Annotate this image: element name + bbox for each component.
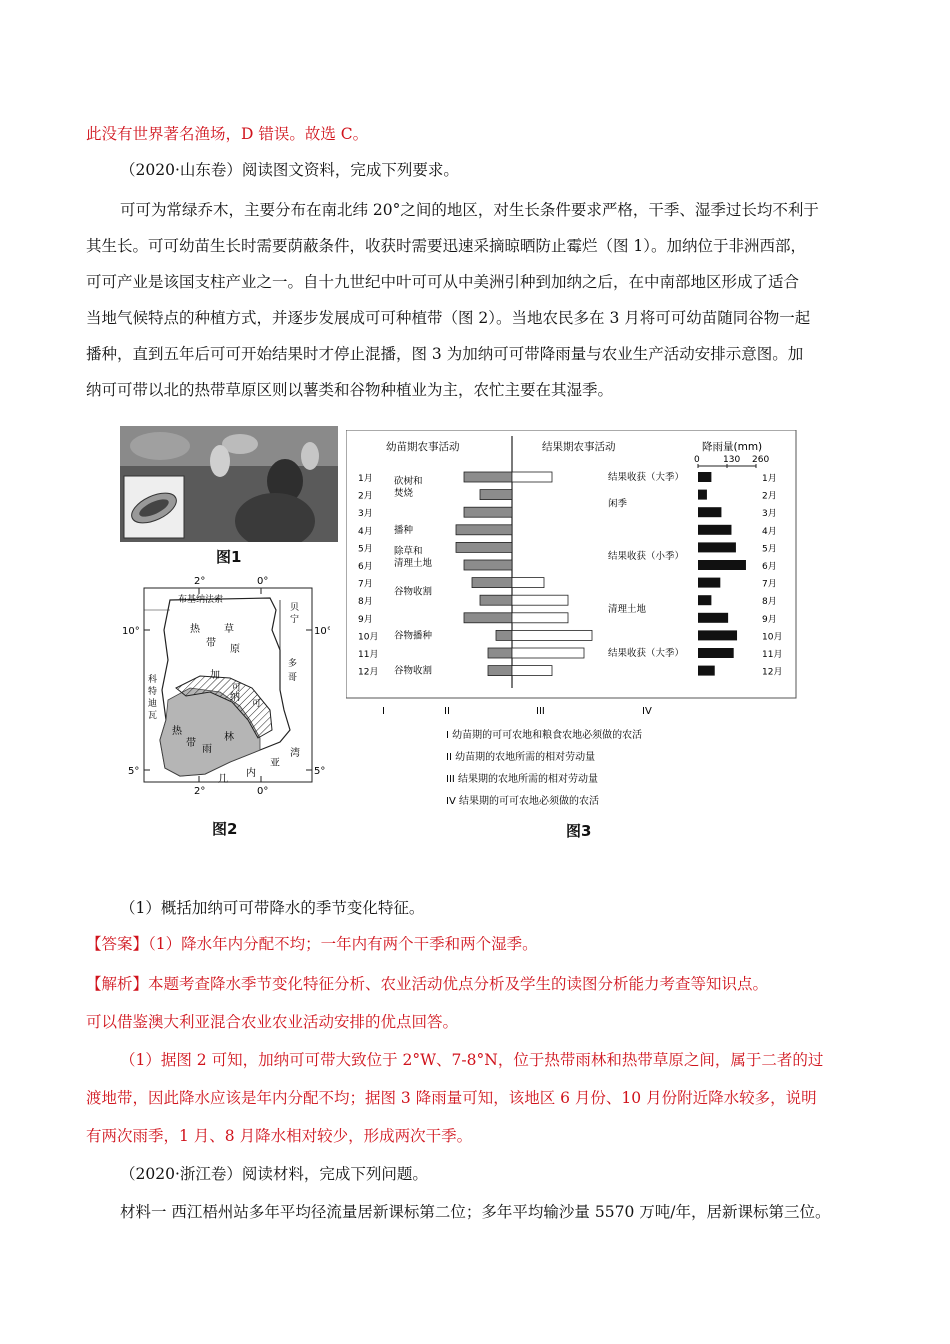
analysis-line: 可以借鉴澳大利亚混合农业农业活动安排的优点回答。 (86, 1013, 459, 1031)
seedling-labor-bar (472, 578, 512, 588)
rainfall-bar (698, 578, 720, 588)
map-label-togo: 多 (288, 659, 298, 669)
seedling-activity-label: 播种 (394, 524, 414, 536)
map-lat-label: 5° (128, 766, 140, 777)
figure-1-photo (120, 426, 338, 542)
fruit-activity-label: 结果收获（大季） (608, 472, 685, 483)
section-roman-label: I (382, 706, 385, 717)
month-label-right: 8月 (762, 597, 777, 608)
map-label-cocoa: 可 (252, 699, 262, 709)
rain-tick-label: 260 (752, 455, 770, 465)
map-lon-label: 0° (257, 576, 269, 587)
seedling-labor-bar (464, 613, 512, 623)
map-label-rainforest: 林 (224, 732, 234, 743)
fruit-labor-bar (512, 630, 592, 640)
question-1: （1）概括加纳可可带降水的季节变化特征。 (120, 899, 425, 917)
month-label-left: 12月 (358, 667, 379, 678)
month-label-left: 11月 (358, 650, 379, 660)
month-label-right: 10月 (762, 632, 783, 643)
rainfall-bar (698, 613, 728, 623)
month-label-right: 12月 (762, 667, 783, 678)
month-label-right: 1月 (762, 474, 777, 484)
map-label-ivory: 瓦 (148, 711, 158, 721)
month-label-left: 10月 (358, 632, 379, 643)
map-label-rainforest: 带 (186, 738, 196, 749)
map-label-ghana: 加 (210, 670, 220, 681)
map-label-savanna: 带 (206, 638, 216, 649)
seedling-activity-label: 谷物收割 (394, 665, 433, 677)
month-label-left: 9月 (358, 614, 373, 625)
section-roman-label: IV (642, 706, 652, 717)
month-label-right: 7月 (762, 579, 777, 590)
cocoa-photo-illustration (120, 426, 338, 542)
analysis-line: 有两次雨季，1 月、8 月降水相对较少，形成两次干季。 (86, 1127, 473, 1145)
map-lat-label: 5° (314, 766, 326, 777)
map-label-savanna: 草 (224, 624, 234, 635)
month-label-left: 4月 (358, 526, 373, 537)
figure-3-chart (346, 430, 802, 820)
seedling-activity-label: 焚烧 (394, 487, 414, 499)
month-label-left: 6月 (358, 562, 373, 572)
fruit-labor-bar (512, 595, 568, 605)
month-label-right: 2月 (762, 491, 777, 502)
seedling-labor-bar (480, 490, 512, 500)
chart-header-rain: 降雨量(mm) (702, 441, 763, 453)
month-label-right: 4月 (762, 526, 777, 537)
seedling-labor-bar (496, 630, 512, 640)
map-label-cocoa: 可 (232, 683, 242, 693)
question-header: （2020·山东卷）阅读图文资料，完成下列要求。 (120, 161, 459, 179)
fruit-labor-bar (512, 472, 552, 482)
text-line: 纳可可带以北的热带草原区则以薯类和谷物种植业为主，农忙主要在其湿季。 (86, 381, 614, 399)
chart-header-right: 结果期农事活动 (542, 441, 616, 453)
seedling-activity-label: 砍树和 (394, 475, 423, 487)
month-label-left: 5月 (358, 544, 373, 555)
map-label-burkina: 布基纳法索 (178, 595, 224, 605)
map-lat-label: 10° (122, 626, 140, 637)
rainfall-bar (698, 507, 721, 517)
map-label-gulf: 湾 (290, 748, 300, 759)
rain-tick-label: 130 (723, 455, 741, 465)
analysis-line: （1）据图 2 可知，加纳可可带大致位于 2°W、7-8°N，位于热带雨林和热带草原之间，属于二者的过 (120, 1051, 824, 1069)
map-label-benin: 贝 (290, 603, 300, 613)
map-label-ivory: 科 (148, 675, 158, 685)
month-label-right: 3月 (762, 509, 777, 520)
map-label-rainforest: 热 (172, 726, 182, 737)
figure-1-caption: 图1 (216, 548, 242, 566)
map-label-ivory: 迪 (148, 699, 158, 709)
seedling-labor-bar (456, 525, 512, 535)
fruit-labor-bar (512, 666, 552, 676)
section-roman-label: II (444, 706, 450, 717)
text-line: 其生长。可可幼苗生长时需要荫蔽条件，收获时需要迅速采摘晾晒防止霉烂（图 1）。加纳位于非洲西部， (86, 237, 807, 255)
seedling-activity-label: 谷物播种 (394, 630, 433, 642)
rainfall-bar (698, 666, 715, 676)
legend-item: I 幼苗期的可可农地和粮食农地必须做的农活 (446, 730, 643, 741)
rainfall-bar (698, 648, 734, 658)
month-label-right: 5月 (762, 544, 777, 555)
map-label-gulf: 亚 (270, 758, 280, 769)
fruit-labor-bar (512, 648, 584, 658)
map-label-benin: 宁 (290, 615, 300, 625)
section-roman-label: III (536, 706, 545, 717)
fruit-activity-label: 结果收获（小季） (608, 551, 685, 563)
seedling-labor-bar (464, 472, 512, 482)
rainfall-bar (698, 595, 711, 605)
chart-header-left: 幼苗期农事活动 (386, 441, 460, 453)
month-label-left: 7月 (358, 579, 373, 590)
figure-2-map (120, 570, 330, 816)
rainfall-bar (698, 560, 746, 570)
legend-item: IV 结果期的可可农地必须做的农活 (446, 796, 599, 807)
seedling-activity-label: 清理土地 (394, 558, 433, 570)
figure-3-caption: 图3 (566, 822, 592, 840)
month-label-right: 9月 (762, 614, 777, 625)
legend-item: III 结果期的农地所需的相对劳动量 (446, 774, 599, 785)
map-lon-label: 2° (194, 786, 206, 797)
month-label-right: 6月 (762, 562, 777, 572)
month-label-left: 3月 (358, 509, 373, 520)
seedling-labor-bar (480, 595, 512, 605)
text-line: 当地气候特点的种植方式，并逐步发展成可可种植带（图 2）。当地农民多在 3 月将可可幼苗随同谷物一起 (86, 309, 811, 327)
seedling-labor-bar (464, 560, 512, 570)
rainfall-bar (698, 525, 731, 535)
map-label-savanna: 原 (230, 644, 240, 655)
text-line: 可可产业是该国支柱产业之一。自十九世纪中叶可可从中美洲引种到加纳之后，在中南部地区形成了适合 (86, 273, 800, 291)
fruit-activity-label: 闲季 (608, 498, 628, 510)
legend-item: II 幼苗期的农地所需的相对劳动量 (446, 752, 596, 763)
rainfall-bar (698, 472, 711, 482)
seedling-labor-bar (488, 666, 512, 676)
month-label-left: 1月 (358, 474, 373, 484)
map-lon-label: 0° (257, 786, 269, 797)
fruit-activity-label: 清理土地 (608, 604, 647, 615)
seedling-activity-label: 谷物收割 (394, 586, 433, 598)
text-line: 播种，直到五年后可可开始结果时才停止混播，图 3 为加纳可可带降雨量与农业生产活动安排示意图。加 (86, 345, 804, 363)
map-label-ivory: 特 (148, 687, 158, 697)
rainfall-bar (698, 490, 707, 500)
fruit-labor-bar (512, 578, 544, 588)
rainfall-bar (698, 542, 736, 552)
answer-line: 【答案】（1）降水年内分配不均；一年内有两个干季和两个湿季。 (86, 935, 538, 953)
seedling-labor-bar (464, 507, 512, 517)
seedling-activity-label: 除草和 (394, 546, 423, 558)
month-label-left: 8月 (358, 597, 373, 608)
map-lon-label: 2° (194, 576, 206, 587)
map-label-ghana: 纳 (230, 692, 240, 703)
month-label-left: 2月 (358, 491, 373, 502)
map-label-gulf: 几 (218, 774, 228, 785)
seedling-labor-bar (456, 542, 512, 552)
question-header: （2020·浙江卷）阅读材料，完成下列问题。 (120, 1165, 428, 1183)
map-label-rainforest: 雨 (202, 744, 212, 755)
map-label-gulf: 内 (246, 768, 256, 779)
fruit-labor-bar (512, 613, 568, 623)
map-lat-label: 10° (314, 626, 330, 637)
text-line: 材料一 西江梧州站多年平均径流量居新课标第二位；多年平均输沙量 5570 万吨/年，居新课标第三位。 (120, 1203, 831, 1221)
text-line: 可可为常绿乔木，主要分布在南北纬 20°之间的地区，对生长条件要求严格，干季、湿季过长均不利于 (120, 201, 819, 219)
figure-2-caption: 图2 (212, 820, 238, 838)
month-label-right: 11月 (762, 650, 783, 660)
map-label-togo: 哥 (288, 673, 298, 683)
analysis-line: 渡地带，因此降水应该是年内分配不均；据图 3 降雨量可知，该地区 6 月份、10 月份附近降水较多，说明 (86, 1089, 817, 1107)
text-line: 此没有世界著名渔场，D 错误。故选 C。 (86, 125, 369, 143)
analysis-line: 【解析】本题考查降水季节变化特征分析、农业活动优点分析及学生的读图分析能力考查等知识点。 (86, 975, 769, 993)
fruit-activity-label: 结果收获（大季） (608, 648, 685, 659)
map-label-savanna: 热 (190, 624, 200, 635)
rain-tick-label: 0 (694, 455, 700, 465)
seedling-labor-bar (488, 648, 512, 658)
rainfall-bar (698, 630, 737, 640)
